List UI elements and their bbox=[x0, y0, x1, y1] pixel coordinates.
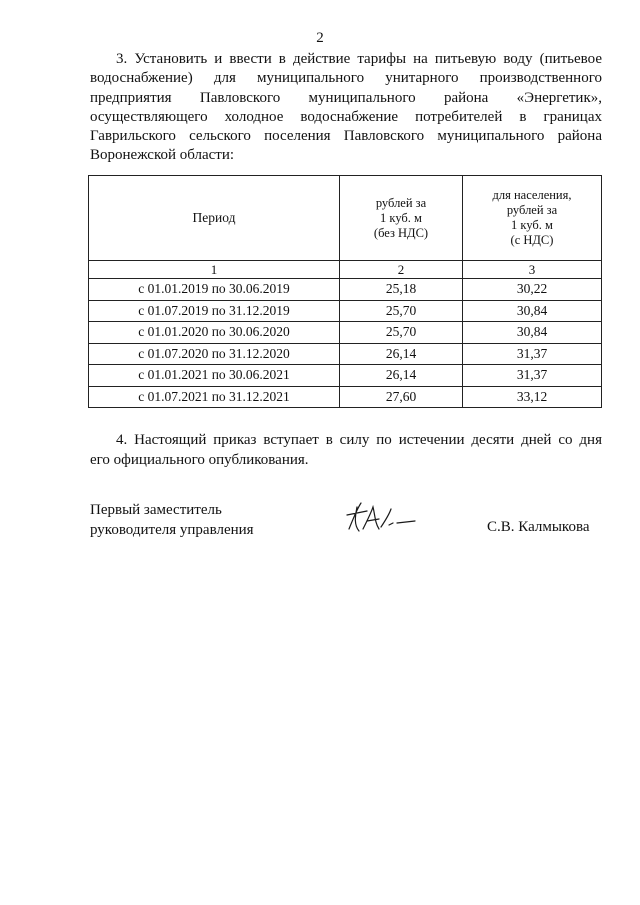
header-rate-population-line: (с НДС) bbox=[510, 233, 554, 247]
rate-population-cell: 31,37 bbox=[463, 365, 602, 387]
period-cell: с 01.01.2019 по 30.06.2019 bbox=[89, 279, 340, 301]
table-header-row bbox=[89, 176, 602, 261]
table-row bbox=[89, 386, 602, 408]
rate-population-cell: 33,12 bbox=[463, 386, 602, 408]
rate-no-vat-cell: 27,60 bbox=[340, 386, 463, 408]
table-row bbox=[89, 279, 602, 301]
header-rate-population-line: 1 куб. м bbox=[511, 218, 553, 232]
paragraph-4-line: 4. Настоящий приказ вступает в силу по истечении десяти дней со дня bbox=[116, 432, 602, 448]
handwritten-signature bbox=[345, 499, 425, 539]
paragraph-4 bbox=[90, 431, 602, 470]
header-rate-no-vat-line: 1 куб. м bbox=[380, 210, 422, 225]
paragraph-3 bbox=[90, 50, 602, 166]
signatory-title bbox=[90, 501, 254, 540]
rate-population-cell: 30,22 bbox=[463, 279, 602, 301]
table-row bbox=[89, 300, 602, 322]
header-rate-population-line: для населения, bbox=[492, 188, 572, 202]
table-row bbox=[89, 365, 602, 387]
rate-no-vat-cell: 25,70 bbox=[340, 300, 463, 322]
signatory-name: С.В. Калмыкова bbox=[487, 519, 590, 535]
header-rate-no-vat-line: (без НДС) bbox=[373, 225, 429, 240]
paragraph-3-line: Гаврильского сельского поселения Павловского муниципального района bbox=[90, 128, 602, 145]
paragraph-3-line: осуществляющего холодное водоснабжение потребителей в границах bbox=[90, 108, 602, 125]
paragraph-3-line: Воронежской области: bbox=[90, 147, 235, 164]
header-rate-population-line: рублей за bbox=[506, 203, 558, 217]
rate-population-cell: 31,37 bbox=[463, 343, 602, 365]
header-rate-no-vat bbox=[340, 176, 463, 261]
tariff-table bbox=[88, 175, 602, 408]
period-cell: с 01.07.2019 по 31.12.2019 bbox=[89, 300, 340, 322]
table-row bbox=[89, 322, 602, 344]
header-period: Период bbox=[89, 176, 340, 261]
paragraph-3-line: водоснабжение) для муниципального унитарного производственного bbox=[90, 70, 602, 87]
header-rate-no-vat-line: рублей за bbox=[375, 195, 427, 210]
rate-no-vat-cell: 26,14 bbox=[340, 365, 463, 387]
signatory-title-line: руководителя управления bbox=[90, 521, 254, 538]
column-number: 3 bbox=[463, 261, 602, 279]
rate-no-vat-cell: 26,14 bbox=[340, 343, 463, 365]
signatory-title-line: Первый заместитель bbox=[90, 502, 222, 518]
period-cell: с 01.07.2020 по 31.12.2020 bbox=[89, 343, 340, 365]
paragraph-3-line: 3. Установить и ввести в действие тарифы на питьевую воду (питьевое bbox=[116, 51, 602, 67]
rate-no-vat-cell: 25,18 bbox=[340, 279, 463, 301]
period-cell: с 01.01.2021 по 30.06.2021 bbox=[89, 365, 340, 387]
rate-no-vat-cell: 25,70 bbox=[340, 322, 463, 344]
header-rate-population bbox=[463, 176, 602, 261]
table-column-number-row bbox=[89, 261, 602, 279]
paragraph-4-line: его официального опубликования. bbox=[90, 451, 309, 468]
column-number: 2 bbox=[340, 261, 463, 279]
period-cell: с 01.07.2021 по 31.12.2021 bbox=[89, 386, 340, 408]
table-row bbox=[89, 343, 602, 365]
rate-population-cell: 30,84 bbox=[463, 300, 602, 322]
period-cell: с 01.01.2020 по 30.06.2020 bbox=[89, 322, 340, 344]
rate-population-cell: 30,84 bbox=[463, 322, 602, 344]
paragraph-3-line: предприятия Павловского муниципального района «Энергетик», bbox=[90, 89, 602, 106]
page-number: 2 bbox=[316, 30, 324, 46]
column-number: 1 bbox=[89, 261, 340, 279]
